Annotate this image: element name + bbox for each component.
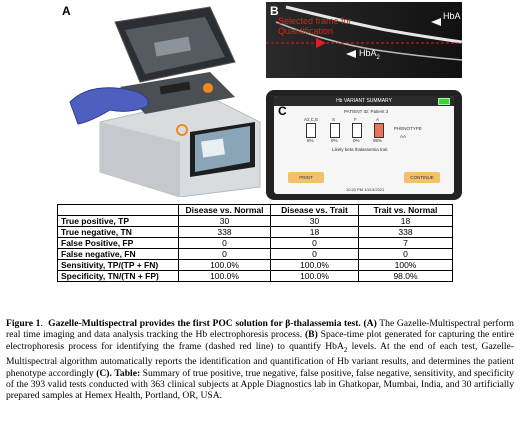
- caption-b-text-1: Space-time plot generated for capturing the entire electrophoresis process for identifying the frame (dashed red line) to quantify HbA: [6, 329, 514, 352]
- table-header-trait-vs-normal: Trait vs. Normal: [359, 205, 453, 216]
- cell: 0: [271, 238, 359, 249]
- pct-a: 95%: [373, 138, 383, 143]
- vial-f: [352, 123, 362, 138]
- table-row: [58, 260, 453, 271]
- row-label: False Positive, FP: [58, 238, 179, 249]
- caption-b-sub: 2: [343, 345, 348, 354]
- results-table: [57, 204, 453, 282]
- cell: 0: [359, 249, 453, 260]
- vial-a: [374, 123, 384, 138]
- table-row: [58, 238, 453, 249]
- panel-c-letter: C: [278, 104, 287, 118]
- panel-a-device-image: [60, 2, 265, 197]
- panel-c-summary-screen: [266, 90, 462, 200]
- hba-label: HbA: [443, 11, 461, 21]
- tablet-screen: [274, 96, 454, 194]
- cell: 30: [179, 216, 271, 227]
- caption-b-ref: (B): [304, 329, 318, 341]
- selected-frame-label-line1: Selected frame for: [278, 16, 352, 26]
- device-illustration: [60, 2, 265, 197]
- col-label-f: F: [354, 117, 357, 122]
- cell: 100.0%: [179, 271, 271, 282]
- caption-title: Gazelle-Multispectral provides the first POC solution for β-thalassemia test.: [48, 318, 361, 329]
- cell: 18: [359, 216, 453, 227]
- hba2-label-sub: 2: [376, 54, 380, 61]
- table-row: [58, 271, 453, 282]
- row-label: True positive, TP: [58, 216, 179, 227]
- battery-icon: [438, 98, 450, 105]
- figure-caption: Figure 1. Gazelle-Multispectral provides the first POC solution for β-thalassemia test. (A) The Gazelle-Multispectral perform real time imaging and data analysis tracking the Hb electrophoresis process. (B) Space-time plot generated for capturing the entire electrophoresis process for identifying the frame (dashed red line) to quantify HbA$_2$ levels. At the end of each test, Gazelle-Multispectral algorithm automatically reports the identification and quantification of Hb variant results, and determines the patient phenotype accordingly (C). Table: Summary of true positive, true negative, false positive, false negative, sensitivity, and specificity of the 393 valid tests conducted with 363 clinical subjects at Apple Diagnostics lab in Ghatkopar, Mumbai, India, and 30 artificially prepared samples at Hemex Health, Portland, OR, USA.: [6, 318, 515, 402]
- cell: 100.0%: [179, 260, 271, 271]
- row-label: Sensitivity, TP/(TP + FN): [58, 260, 179, 271]
- hba2-label-text: HbA: [359, 48, 377, 58]
- trait-text: Likely beta thalassemia trait: [332, 147, 388, 152]
- cell: 0: [179, 249, 271, 260]
- cell: 338: [179, 227, 271, 238]
- table-row: [58, 216, 453, 227]
- panel-a-letter: A: [62, 4, 71, 18]
- vial-s: [330, 123, 340, 138]
- col-label-a2ce: A2,C,E: [304, 117, 319, 122]
- caption-table-text: Summary of true positive, true negative, false positive, false negative, sensitivity, and specificity of the 393 valid tests conducted with 363 clinical subjects at Apple Diagnostics lab in Ghatkopar, Mumbai, India, and 30 artificially prepared samples at Hemex Health, Portland, OR, USA.: [6, 367, 514, 402]
- cell: 98.0%: [359, 271, 453, 282]
- cell: 30: [271, 216, 359, 227]
- col-label-a: A: [376, 117, 380, 122]
- row-label: False negative, FN: [58, 249, 179, 260]
- caption-b-text-2: levels. At the end of each test, Gazelle-Multispectral algorithm automatically reports the identification and quantification of Hb variant results, and determines the patient phenotype accordingly: [6, 340, 515, 379]
- spacetime-plot-image: [266, 2, 462, 78]
- row-label: Specificity, TN/(TN + FP): [58, 271, 179, 282]
- timestamp: 10:20 PM 10/13/2021: [346, 187, 385, 192]
- vial-a2ce: [306, 123, 316, 138]
- cell: 100.0%: [271, 271, 359, 282]
- row-label: True negative, TN: [58, 227, 179, 238]
- pct-s: 0%: [331, 138, 338, 143]
- pct-a2ce: 5%: [307, 138, 314, 143]
- caption-a-text: The Gazelle-Multispectral perform real time imaging and data analysis tracking the Hb electrophoresis process.: [6, 318, 514, 341]
- cell: 338: [359, 227, 453, 238]
- cell: 18: [271, 227, 359, 238]
- caption-a-ref: (A): [363, 318, 377, 329]
- table-header-disease-vs-normal: Disease vs. Normal: [179, 205, 271, 216]
- cell: 100%: [359, 260, 453, 271]
- phenotype-label: PHENOTYPE: [394, 126, 422, 131]
- caption-c-ref: (C).: [96, 367, 112, 379]
- panel-b-spacetime-plot: [266, 2, 462, 78]
- panel-b-letter: B: [270, 4, 279, 18]
- continue-button[interactable]: CONTINUE: [404, 172, 440, 183]
- patient-id: PATIENT ID: Patient 3: [344, 109, 389, 114]
- cell: 100.0%: [271, 260, 359, 271]
- table-header-empty: [58, 205, 179, 216]
- table-header-disease-vs-trait: Disease vs. Trait: [271, 205, 359, 216]
- screen-header-title: Hb VARIANT SUMMARY: [336, 98, 392, 104]
- table-row: [58, 249, 453, 260]
- table-row: [58, 227, 453, 238]
- tablet-frame: [266, 90, 462, 200]
- print-button[interactable]: PRINT: [288, 172, 324, 183]
- caption-table-ref: Table:: [114, 367, 141, 379]
- screen-header: [274, 96, 454, 106]
- col-label-s: S: [332, 117, 336, 122]
- pct-f: 0%: [353, 138, 360, 143]
- selected-frame-label: [278, 16, 352, 36]
- cell: 0: [179, 238, 271, 249]
- cell: 0: [271, 249, 359, 260]
- phenotype-value: AA: [400, 134, 407, 139]
- table-header-row: [58, 205, 453, 216]
- hba2-label: [359, 48, 380, 61]
- selected-frame-label-line2: Quantification: [278, 26, 334, 36]
- caption-fig-label: Figure 1: [6, 318, 41, 329]
- cell: 7: [359, 238, 453, 249]
